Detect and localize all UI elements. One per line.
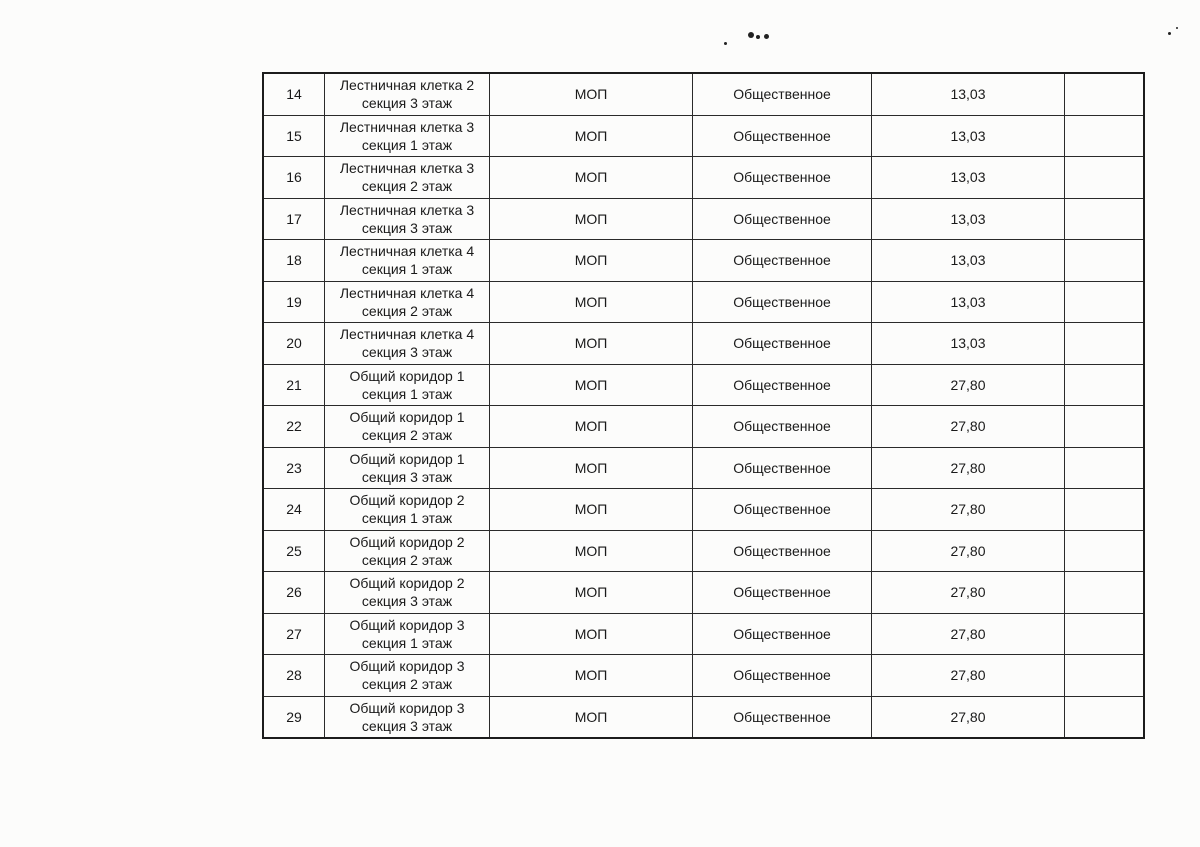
room-usage-cell bbox=[693, 530, 872, 572]
room-type-cell bbox=[490, 406, 693, 448]
room-number: 19 bbox=[286, 293, 302, 310]
room-usage: Общественное bbox=[733, 86, 831, 103]
room-number-cell bbox=[263, 489, 325, 531]
room-type-cell bbox=[490, 198, 693, 240]
room-extra-cell bbox=[1065, 696, 1145, 738]
room-area: 13,03 bbox=[950, 127, 986, 144]
room-name-line2: секция 2 этаж bbox=[361, 427, 453, 444]
room-area-cell bbox=[872, 572, 1065, 614]
room-name-line2: секция 3 этаж bbox=[361, 468, 453, 485]
table-row bbox=[263, 364, 1144, 406]
room-area: 13,03 bbox=[950, 335, 986, 352]
room-area: 13,03 bbox=[950, 252, 986, 269]
table-row bbox=[263, 530, 1144, 572]
room-type: МОП bbox=[574, 127, 608, 144]
room-name-cell bbox=[325, 115, 490, 157]
room-area: 13,03 bbox=[950, 169, 986, 186]
table-row bbox=[263, 696, 1144, 738]
room-name-cell bbox=[325, 364, 490, 406]
room-usage: Общественное bbox=[733, 501, 831, 518]
room-extra-cell bbox=[1065, 323, 1145, 365]
room-name-line2: секция 2 этаж bbox=[361, 551, 453, 568]
room-name-cell bbox=[325, 572, 490, 614]
table-row bbox=[263, 281, 1144, 323]
premises-table-body bbox=[263, 73, 1144, 738]
room-area: 27,80 bbox=[950, 667, 986, 684]
room-number-cell bbox=[263, 655, 325, 697]
room-extra-cell bbox=[1065, 406, 1145, 448]
room-number-cell bbox=[263, 73, 325, 115]
room-number: 22 bbox=[286, 418, 302, 435]
room-usage: Общественное bbox=[733, 418, 831, 435]
room-number-cell bbox=[263, 530, 325, 572]
room-area-cell bbox=[872, 655, 1065, 697]
room-usage: Общественное bbox=[733, 459, 831, 476]
room-name-line2: секция 3 этаж bbox=[361, 344, 453, 361]
scan-speck bbox=[724, 42, 727, 45]
room-extra-cell bbox=[1065, 364, 1145, 406]
room-usage-cell bbox=[693, 198, 872, 240]
room-name-line2: секция 3 этаж bbox=[361, 717, 453, 734]
room-usage: Общественное bbox=[733, 169, 831, 186]
room-name-cell bbox=[325, 530, 490, 572]
room-usage: Общественное bbox=[733, 708, 831, 725]
room-type: МОП bbox=[574, 335, 608, 352]
room-area: 27,80 bbox=[950, 376, 986, 393]
room-type: МОП bbox=[574, 252, 608, 269]
room-name-cell bbox=[325, 406, 490, 448]
table-row bbox=[263, 447, 1144, 489]
room-number: 20 bbox=[286, 335, 302, 352]
room-name-line1: Лестничная клетка 3 bbox=[339, 118, 475, 135]
room-usage-cell bbox=[693, 323, 872, 365]
room-type: МОП bbox=[574, 542, 608, 559]
room-number-cell bbox=[263, 572, 325, 614]
room-number-cell bbox=[263, 364, 325, 406]
room-type-cell bbox=[490, 240, 693, 282]
room-number: 15 bbox=[286, 127, 302, 144]
room-type-cell bbox=[490, 323, 693, 365]
room-number: 28 bbox=[286, 667, 302, 684]
room-usage: Общественное bbox=[733, 625, 831, 642]
room-number-cell bbox=[263, 696, 325, 738]
room-name-line1: Общий коридор 1 bbox=[349, 409, 465, 426]
room-number-cell bbox=[263, 157, 325, 199]
room-area: 27,80 bbox=[950, 584, 986, 601]
room-name-line2: секция 2 этаж bbox=[361, 178, 453, 195]
room-name-line2: секция 1 этаж bbox=[361, 510, 453, 527]
room-number: 16 bbox=[286, 169, 302, 186]
table-row bbox=[263, 406, 1144, 448]
room-number: 14 bbox=[286, 86, 302, 103]
room-extra-cell bbox=[1065, 489, 1145, 531]
room-usage: Общественное bbox=[733, 376, 831, 393]
room-name-cell bbox=[325, 157, 490, 199]
room-extra-cell bbox=[1065, 240, 1145, 282]
table-row bbox=[263, 489, 1144, 531]
room-extra-cell bbox=[1065, 281, 1145, 323]
room-name-line1: Общий коридор 2 bbox=[349, 575, 465, 592]
room-name-line2: секция 1 этаж bbox=[361, 136, 453, 153]
room-usage-cell bbox=[693, 613, 872, 655]
table-row bbox=[263, 613, 1144, 655]
room-number-cell bbox=[263, 323, 325, 365]
room-type: МОП bbox=[574, 169, 608, 186]
room-area-cell bbox=[872, 530, 1065, 572]
table-row bbox=[263, 655, 1144, 697]
room-area-cell bbox=[872, 489, 1065, 531]
scan-speck bbox=[748, 32, 754, 38]
room-name-line2: секция 1 этаж bbox=[361, 261, 453, 278]
room-type-cell bbox=[490, 73, 693, 115]
room-usage: Общественное bbox=[733, 252, 831, 269]
room-name-line1: Лестничная клетка 3 bbox=[339, 160, 475, 177]
room-area-cell bbox=[872, 281, 1065, 323]
room-area-cell bbox=[872, 240, 1065, 282]
room-usage: Общественное bbox=[733, 127, 831, 144]
room-number: 18 bbox=[286, 252, 302, 269]
room-number-cell bbox=[263, 406, 325, 448]
room-number: 29 bbox=[286, 708, 302, 725]
room-area: 13,03 bbox=[950, 86, 986, 103]
room-name-cell bbox=[325, 198, 490, 240]
room-name-line1: Общий коридор 1 bbox=[349, 367, 465, 384]
room-type: МОП bbox=[574, 501, 608, 518]
room-area: 27,80 bbox=[950, 542, 986, 559]
room-area-cell bbox=[872, 364, 1065, 406]
room-usage-cell bbox=[693, 655, 872, 697]
room-area: 27,80 bbox=[950, 459, 986, 476]
room-name-line1: Лестничная клетка 3 bbox=[339, 201, 475, 218]
room-area-cell bbox=[872, 73, 1065, 115]
room-extra-cell bbox=[1065, 655, 1145, 697]
room-number: 27 bbox=[286, 625, 302, 642]
room-name-line2: секция 2 этаж bbox=[361, 302, 453, 319]
room-area: 13,03 bbox=[950, 210, 986, 227]
room-type: МОП bbox=[574, 418, 608, 435]
room-area: 27,80 bbox=[950, 418, 986, 435]
room-usage-cell bbox=[693, 281, 872, 323]
room-area: 27,80 bbox=[950, 708, 986, 725]
room-number-cell bbox=[263, 613, 325, 655]
room-type: МОП bbox=[574, 293, 608, 310]
room-name-line1: Общий коридор 3 bbox=[349, 699, 465, 716]
table-row bbox=[263, 157, 1144, 199]
room-number: 24 bbox=[286, 501, 302, 518]
room-area: 27,80 bbox=[950, 501, 986, 518]
room-usage: Общественное bbox=[733, 542, 831, 559]
room-usage-cell bbox=[693, 157, 872, 199]
room-extra-cell bbox=[1065, 530, 1145, 572]
room-type-cell bbox=[490, 572, 693, 614]
room-usage: Общественное bbox=[733, 667, 831, 684]
table-row bbox=[263, 323, 1144, 365]
scan-speck bbox=[1168, 32, 1171, 35]
room-type-cell bbox=[490, 364, 693, 406]
room-type-cell bbox=[490, 655, 693, 697]
room-usage: Общественное bbox=[733, 293, 831, 310]
room-type: МОП bbox=[574, 625, 608, 642]
room-type-cell bbox=[490, 613, 693, 655]
room-type-cell bbox=[490, 115, 693, 157]
room-extra-cell bbox=[1065, 115, 1145, 157]
room-usage-cell bbox=[693, 447, 872, 489]
room-number-cell bbox=[263, 240, 325, 282]
room-name-line2: секция 3 этаж bbox=[361, 219, 453, 236]
room-name-cell bbox=[325, 613, 490, 655]
room-type: МОП bbox=[574, 86, 608, 103]
room-usage-cell bbox=[693, 73, 872, 115]
room-extra-cell bbox=[1065, 73, 1145, 115]
scan-speck bbox=[756, 35, 760, 39]
room-name-line1: Общий коридор 2 bbox=[349, 492, 465, 509]
room-area-cell bbox=[872, 115, 1065, 157]
room-name-line1: Общий коридор 2 bbox=[349, 533, 465, 550]
room-name-line2: секция 3 этаж bbox=[361, 95, 453, 112]
room-number: 21 bbox=[286, 376, 302, 393]
room-type: МОП bbox=[574, 584, 608, 601]
room-number: 26 bbox=[286, 584, 302, 601]
room-area: 13,03 bbox=[950, 293, 986, 310]
room-type: МОП bbox=[574, 210, 608, 227]
room-extra-cell bbox=[1065, 157, 1145, 199]
room-extra-cell bbox=[1065, 198, 1145, 240]
room-name-line1: Лестничная клетка 4 bbox=[339, 284, 475, 301]
table-row bbox=[263, 240, 1144, 282]
room-name-cell bbox=[325, 281, 490, 323]
room-usage: Общественное bbox=[733, 210, 831, 227]
table-row bbox=[263, 198, 1144, 240]
room-name-cell bbox=[325, 696, 490, 738]
room-type-cell bbox=[490, 530, 693, 572]
room-name-line2: секция 1 этаж bbox=[361, 385, 453, 402]
room-name-line2: секция 2 этаж bbox=[361, 676, 453, 693]
room-number-cell bbox=[263, 281, 325, 323]
room-usage-cell bbox=[693, 364, 872, 406]
room-type: МОП bbox=[574, 459, 608, 476]
room-area-cell bbox=[872, 323, 1065, 365]
room-type-cell bbox=[490, 157, 693, 199]
room-extra-cell bbox=[1065, 572, 1145, 614]
room-usage: Общественное bbox=[733, 584, 831, 601]
room-name-line1: Лестничная клетка 4 bbox=[339, 243, 475, 260]
room-name-cell bbox=[325, 489, 490, 531]
room-extra-cell bbox=[1065, 447, 1145, 489]
room-extra-cell bbox=[1065, 613, 1145, 655]
room-name-cell bbox=[325, 655, 490, 697]
room-area-cell bbox=[872, 406, 1065, 448]
room-number: 23 bbox=[286, 459, 302, 476]
room-type-cell bbox=[490, 281, 693, 323]
room-usage-cell bbox=[693, 489, 872, 531]
table-row bbox=[263, 572, 1144, 614]
premises-table bbox=[262, 72, 1145, 739]
scan-speck bbox=[764, 34, 769, 39]
room-area-cell bbox=[872, 696, 1065, 738]
room-usage: Общественное bbox=[733, 335, 831, 352]
room-area-cell bbox=[872, 198, 1065, 240]
room-number-cell bbox=[263, 198, 325, 240]
room-name-line2: секция 1 этаж bbox=[361, 634, 453, 651]
room-area-cell bbox=[872, 613, 1065, 655]
room-name-line1: Общий коридор 1 bbox=[349, 450, 465, 467]
room-number-cell bbox=[263, 447, 325, 489]
room-name-cell bbox=[325, 73, 490, 115]
room-name-line1: Общий коридор 3 bbox=[349, 616, 465, 633]
room-name-cell bbox=[325, 323, 490, 365]
room-type-cell bbox=[490, 489, 693, 531]
room-usage-cell bbox=[693, 696, 872, 738]
room-type: МОП bbox=[574, 376, 608, 393]
room-type: МОП bbox=[574, 708, 608, 725]
room-name-line2: секция 3 этаж bbox=[361, 593, 453, 610]
room-usage-cell bbox=[693, 240, 872, 282]
scan-speck bbox=[1176, 27, 1178, 29]
room-area-cell bbox=[872, 157, 1065, 199]
room-usage-cell bbox=[693, 572, 872, 614]
room-name-cell bbox=[325, 240, 490, 282]
table-row bbox=[263, 73, 1144, 115]
room-usage-cell bbox=[693, 406, 872, 448]
room-name-cell bbox=[325, 447, 490, 489]
room-type-cell bbox=[490, 696, 693, 738]
room-name-line1: Общий коридор 3 bbox=[349, 658, 465, 675]
room-number: 25 bbox=[286, 542, 302, 559]
room-number-cell bbox=[263, 115, 325, 157]
room-name-line1: Лестничная клетка 4 bbox=[339, 326, 475, 343]
table-row bbox=[263, 115, 1144, 157]
room-area-cell bbox=[872, 447, 1065, 489]
room-type: МОП bbox=[574, 667, 608, 684]
room-usage-cell bbox=[693, 115, 872, 157]
room-number: 17 bbox=[286, 210, 302, 227]
room-type-cell bbox=[490, 447, 693, 489]
room-name-line1: Лестничная клетка 2 bbox=[339, 77, 475, 94]
room-area: 27,80 bbox=[950, 625, 986, 642]
